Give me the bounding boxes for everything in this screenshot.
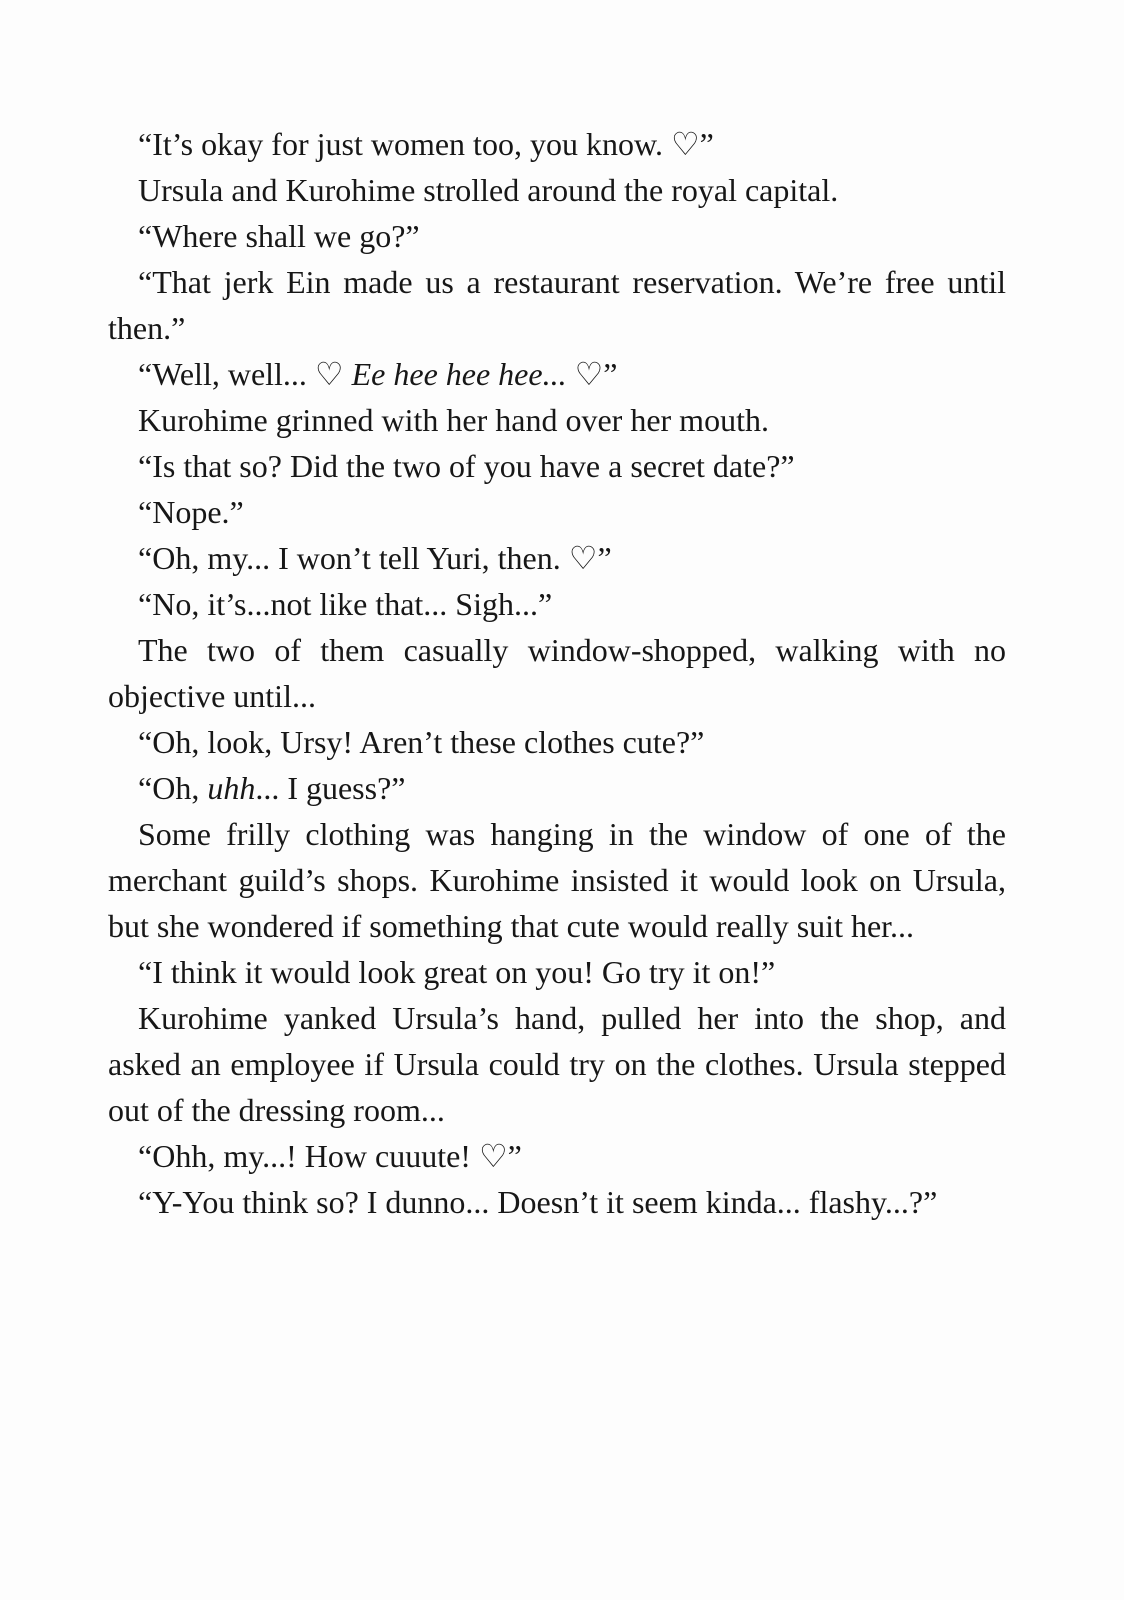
text-run: “Y-You think so? I dunno... Doesn’t it seem kinda... flashy...?” — [138, 1184, 938, 1220]
text-run: Kurohime yanked Ursula’s hand, pulled her into the shop, and asked an employee if Ursula could try on the clothes. Ursula stepped out of the dressing room... — [108, 1000, 1006, 1128]
text-run: ♡” — [566, 356, 618, 392]
paragraph — [108, 489, 1006, 535]
text-run: Some frilly clothing was hanging in the window of one of the merchant guild’s shops. Kurohime insisted it would look on Ursula, but she wondered if something that cute would really suit her... — [108, 816, 1006, 944]
italic-text-run: uhh — [207, 770, 256, 806]
page-text — [108, 121, 1006, 1225]
paragraph — [108, 581, 1006, 627]
text-run: “Ohh, my...! How cuuute! ♡” — [138, 1138, 522, 1174]
text-run: The two of them casually window-shopped, walking with no objective until... — [108, 632, 1006, 714]
paragraph — [108, 719, 1006, 765]
text-run: “That jerk Ein made us a restaurant reservation. We’re free until then.” — [108, 264, 1006, 346]
text-run: ... I guess?” — [255, 770, 406, 806]
text-run: “Where shall we go?” — [138, 218, 420, 254]
paragraph — [108, 121, 1006, 167]
text-run: “No, it’s...not like that... Sigh...” — [138, 586, 553, 622]
text-run: “Nope.” — [138, 494, 244, 530]
text-run: “Oh, my... I won’t tell Yuri, then. ♡” — [138, 540, 612, 576]
text-run: Kurohime grinned with her hand over her mouth. — [138, 402, 769, 438]
paragraph — [108, 351, 1006, 397]
paragraph — [108, 259, 1006, 351]
text-run: “Is that so? Did the two of you have a secret date?” — [138, 448, 795, 484]
italic-text-run: Ee hee hee hee... — [351, 356, 567, 392]
text-run: Ursula and Kurohime strolled around the royal capital. — [138, 172, 839, 208]
text-run: “Well, well... ♡ — [138, 356, 352, 392]
text-run: “I think it would look great on you! Go try it on!” — [138, 954, 776, 990]
text-run: “Oh, — [138, 770, 208, 806]
text-run: “Oh, look, Ursy! Aren’t these clothes cute?” — [138, 724, 705, 760]
paragraph — [108, 443, 1006, 489]
paragraph — [108, 167, 1006, 213]
paragraph — [108, 627, 1006, 719]
paragraph — [108, 1179, 1006, 1225]
paragraph — [108, 949, 1006, 995]
paragraph — [108, 213, 1006, 259]
paragraph — [108, 397, 1006, 443]
paragraph — [108, 1133, 1006, 1179]
paragraph — [108, 765, 1006, 811]
paragraph — [108, 535, 1006, 581]
text-run: “It’s okay for just women too, you know. ♡” — [138, 126, 714, 162]
paragraph — [108, 995, 1006, 1133]
paragraph — [108, 811, 1006, 949]
